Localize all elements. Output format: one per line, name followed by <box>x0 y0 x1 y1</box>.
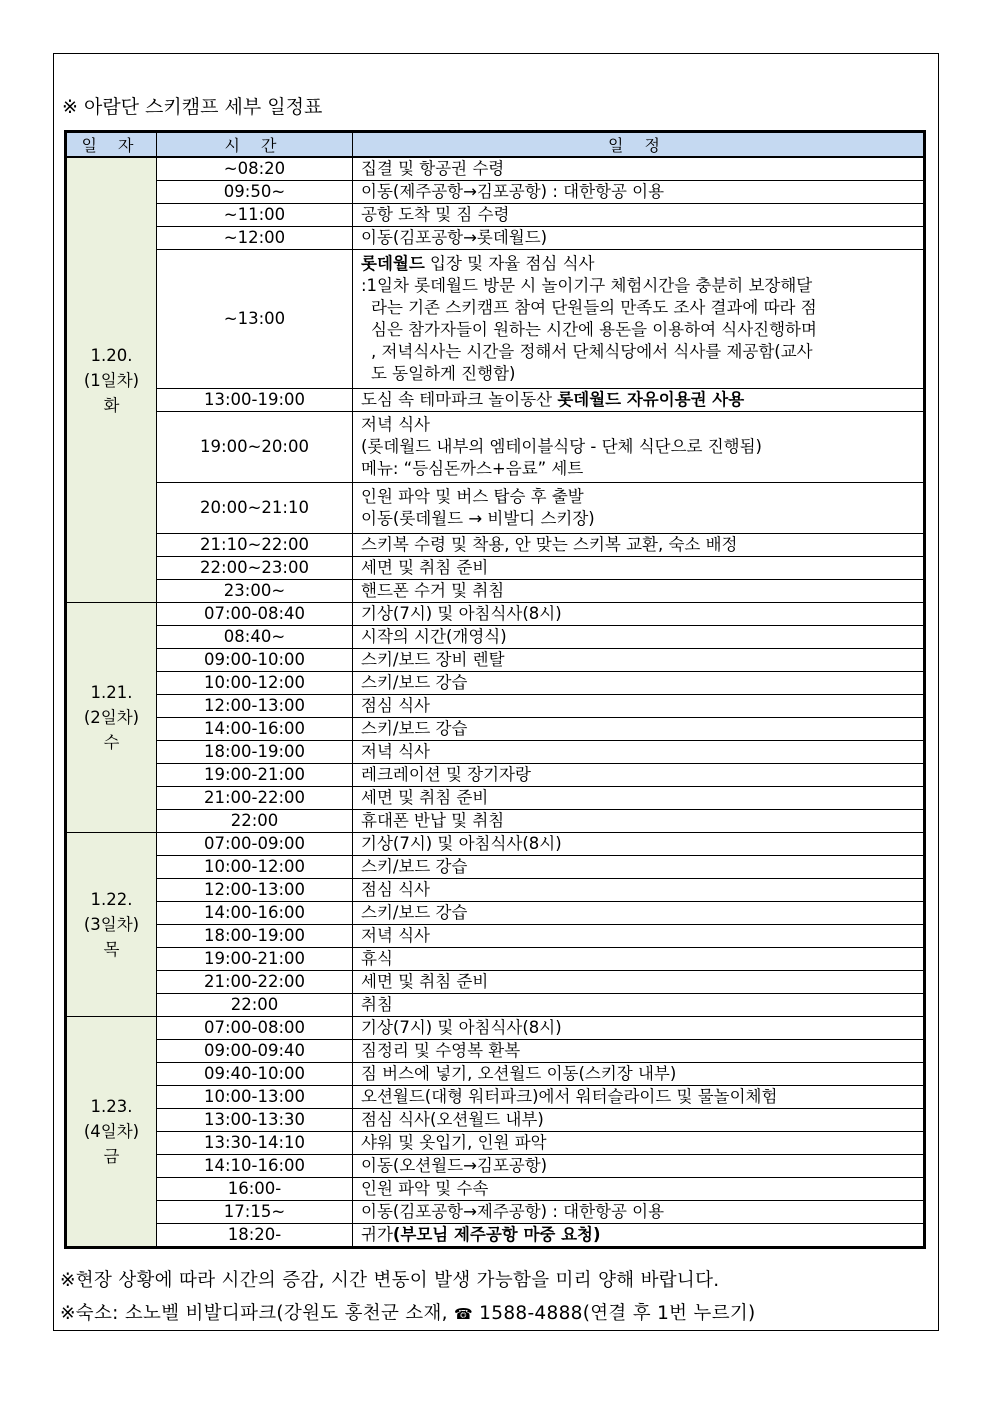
time-cell: 14:00-16:00 <box>157 718 353 741</box>
plan-cell: 저녁 식사 <box>353 925 925 948</box>
table-row <box>66 695 925 718</box>
table-row <box>66 412 925 483</box>
lodging-phone: 1588-4888(연결 후 1번 누르기) <box>473 1303 756 1324</box>
time-cell: 18:00-19:00 <box>157 925 353 948</box>
page-title: ※ 아람단 스키캠프 세부 일정표 <box>62 96 323 118</box>
plan-text: 입장 및 자율 점심 식사 <box>424 254 595 273</box>
time-cell: 14:10-16:00 <box>157 1155 353 1178</box>
time-cell: 10:00-13:00 <box>157 1086 353 1109</box>
plan-cell: 휴대폰 반납 및 취침 <box>353 810 925 833</box>
table-row <box>66 787 925 810</box>
time-cell: 22:00~23:00 <box>157 557 353 580</box>
plan-cell: 레크레이션 및 장기자랑 <box>353 764 925 787</box>
day-weekday: 목 <box>103 940 120 959</box>
table-row <box>66 250 925 389</box>
time-cell: 21:00-22:00 <box>157 787 353 810</box>
plan-cell: 인원 파악 및 수속 <box>353 1178 925 1201</box>
phone-icon: ☎ <box>454 1305 473 1323</box>
header-time: 시 간 <box>157 132 353 158</box>
footnote-schedule-change: ※현장 상황에 따라 시간의 증감, 시간 변동이 발생 가능함을 미리 양해 바랍니다. <box>60 1270 720 1291</box>
time-cell: 19:00-21:00 <box>157 764 353 787</box>
plan-cell: 이동(김포공항→롯데월드) <box>353 227 925 250</box>
time-cell: 10:00-12:00 <box>157 672 353 695</box>
time-cell: 14:00-16:00 <box>157 902 353 925</box>
plan-cell: 점심 식사(오션월드 내부) <box>353 1109 925 1132</box>
table-row <box>66 1063 925 1086</box>
plan-cell: 취침 <box>353 994 925 1017</box>
plan-cell: 점심 식사 <box>353 695 925 718</box>
table-row <box>66 649 925 672</box>
time-cell: 20:00~21:10 <box>157 483 353 534</box>
time-cell: 07:00-08:00 <box>157 1017 353 1040</box>
time-cell: 17:15~ <box>157 1201 353 1224</box>
plan-line: 저녁 식사 <box>361 415 431 434</box>
time-cell: ~08:20 <box>157 157 353 181</box>
plan-cell: 기상(7시) 및 아침식사(8시) <box>353 603 925 626</box>
table-row <box>66 902 925 925</box>
plan-note-line: 라는 기존 스키캠프 참여 단원들의 만족도 조사 결과에 따라 점 <box>371 298 817 317</box>
table-row <box>66 389 925 412</box>
table-row <box>66 971 925 994</box>
plan-cell <box>353 1224 925 1248</box>
plan-note-line: 도 동일하게 진행함) <box>371 364 516 383</box>
plan-text: 귀가 <box>361 1225 393 1244</box>
day-number: (3일차) <box>83 915 140 934</box>
table-row <box>66 626 925 649</box>
table-row <box>66 227 925 250</box>
plan-note-line: :1일차 롯데월드 방문 시 놀이기구 체험시간을 충분히 보장해달 <box>361 276 813 295</box>
table-row <box>66 1178 925 1201</box>
plan-cell: 세면 및 취침 준비 <box>353 557 925 580</box>
table-row <box>66 204 925 227</box>
header-day: 일 자 <box>66 132 157 158</box>
time-cell: 13:30-14:10 <box>157 1132 353 1155</box>
time-cell: 19:00-21:00 <box>157 948 353 971</box>
table-row <box>66 1132 925 1155</box>
lodging-text: ※숙소: 소노벨 비발디파크(강원도 홍천군 소재, <box>60 1303 455 1324</box>
table-row <box>66 157 925 181</box>
plan-cell: 기상(7시) 및 아침식사(8시) <box>353 833 925 856</box>
table-row <box>66 1224 925 1248</box>
plan-cell <box>353 412 925 483</box>
table-row <box>66 879 925 902</box>
day-date: 1.23. <box>90 1097 133 1116</box>
plan-line: 메뉴: “등심돈까스+음료” 세트 <box>361 459 584 478</box>
table-row <box>66 810 925 833</box>
plan-cell: 기상(7시) 및 아침식사(8시) <box>353 1017 925 1040</box>
day-date: 1.21. <box>90 683 133 702</box>
plan-line: (롯데월드 내부의 엠테이블식당 - 단체 식단으로 진행됨) <box>361 437 762 456</box>
table-row <box>66 1201 925 1224</box>
table-row <box>66 580 925 603</box>
time-cell: 13:00-19:00 <box>157 389 353 412</box>
time-cell: 09:00-09:40 <box>157 1040 353 1063</box>
plan-line: 인원 파악 및 버스 탑승 후 출발 <box>361 487 584 506</box>
plan-cell: 스키/보드 강습 <box>353 672 925 695</box>
table-row <box>66 948 925 971</box>
day-number: (2일차) <box>83 708 140 727</box>
table-row <box>66 718 925 741</box>
plan-cell: 핸드폰 수거 및 취침 <box>353 580 925 603</box>
table-row <box>66 1155 925 1178</box>
schedule-table <box>64 130 926 1249</box>
plan-cell <box>353 250 925 389</box>
time-cell: 12:00-13:00 <box>157 695 353 718</box>
table-row <box>66 856 925 879</box>
plan-text: 도심 속 테마파크 놀이동산 <box>361 390 558 409</box>
day-cell-4 <box>66 1017 157 1248</box>
day-weekday: 수 <box>103 733 120 752</box>
time-cell: 18:00-19:00 <box>157 741 353 764</box>
day-cell-3 <box>66 833 157 1017</box>
table-row <box>66 764 925 787</box>
time-cell: 19:00~20:00 <box>157 412 353 483</box>
plan-cell: 샤워 및 옷입기, 인원 파악 <box>353 1132 925 1155</box>
plan-note-line: , 저녁식사는 시간을 정해서 단체식당에서 식사를 제공함(교사 <box>371 342 813 361</box>
time-cell: 07:00-08:40 <box>157 603 353 626</box>
table-row <box>66 1040 925 1063</box>
plan-note-line: 심은 참가자들이 원하는 시간에 용돈을 이용하여 식사진행하며 <box>371 320 817 339</box>
day-weekday: 화 <box>103 395 120 415</box>
table-row <box>66 833 925 856</box>
plan-bold: 롯데월드 자유이용권 사용 <box>557 390 745 409</box>
header-plan: 일 정 <box>353 132 925 158</box>
day-cell-2 <box>66 603 157 833</box>
table-row <box>66 603 925 626</box>
time-cell: 08:40~ <box>157 626 353 649</box>
plan-cell: 스키/보드 강습 <box>353 856 925 879</box>
time-cell: 23:00~ <box>157 580 353 603</box>
day-date: 1.20. <box>90 345 133 365</box>
plan-cell: 짐 버스에 넣기, 오션월드 이동(스키장 내부) <box>353 1063 925 1086</box>
time-cell: 22:00 <box>157 994 353 1017</box>
table-row <box>66 483 925 534</box>
time-cell: 22:00 <box>157 810 353 833</box>
time-cell: 21:10~22:00 <box>157 534 353 557</box>
plan-line: 이동(롯데월드 → 비발디 스키장) <box>361 509 595 528</box>
plan-cell: 이동(김포공항→제주공항) : 대한항공 이용 <box>353 1201 925 1224</box>
time-cell: 16:00- <box>157 1178 353 1201</box>
time-cell: 10:00-12:00 <box>157 856 353 879</box>
plan-bold: (부모님 제주공항 마중 요청) <box>392 1225 601 1244</box>
plan-cell: 이동(제주공항→김포공항) : 대한항공 이용 <box>353 181 925 204</box>
plan-cell: 오션월드(대형 워터파크)에서 워터슬라이드 및 물놀이체험 <box>353 1086 925 1109</box>
plan-cell: 스키/보드 강습 <box>353 902 925 925</box>
table-row <box>66 181 925 204</box>
plan-cell: 이동(오션월드→김포공항) <box>353 1155 925 1178</box>
day-cell-1 <box>66 157 157 603</box>
plan-cell: 세면 및 취침 준비 <box>353 787 925 810</box>
table-row <box>66 534 925 557</box>
table-row <box>66 672 925 695</box>
time-cell: 09:50~ <box>157 181 353 204</box>
day-number: (1일차) <box>83 370 140 390</box>
day-number: (4일차) <box>83 1122 140 1141</box>
time-cell: 09:00-10:00 <box>157 649 353 672</box>
time-cell: 09:40-10:00 <box>157 1063 353 1086</box>
table-row <box>66 925 925 948</box>
plan-cell: 세면 및 취침 준비 <box>353 971 925 994</box>
plan-cell: 스키/보드 장비 렌탈 <box>353 649 925 672</box>
time-cell: 07:00-09:00 <box>157 833 353 856</box>
time-cell: 13:00-13:30 <box>157 1109 353 1132</box>
time-cell: ~11:00 <box>157 204 353 227</box>
table-row <box>66 1017 925 1040</box>
day-weekday: 금 <box>103 1147 120 1166</box>
table-row <box>66 741 925 764</box>
table-row <box>66 1086 925 1109</box>
plan-bold: 롯데월드 <box>361 254 425 273</box>
plan-cell <box>353 483 925 534</box>
plan-cell: 공항 도착 및 짐 수령 <box>353 204 925 227</box>
time-cell: 12:00-13:00 <box>157 879 353 902</box>
plan-cell: 스키/보드 강습 <box>353 718 925 741</box>
table-row <box>66 557 925 580</box>
table-row <box>66 1109 925 1132</box>
time-cell: 21:00-22:00 <box>157 971 353 994</box>
time-cell: 18:20- <box>157 1224 353 1248</box>
plan-cell: 집결 및 항공권 수령 <box>353 157 925 181</box>
table-row <box>66 994 925 1017</box>
plan-cell: 시작의 시간(개영식) <box>353 626 925 649</box>
plan-cell <box>353 389 925 412</box>
day-date: 1.22. <box>90 890 133 909</box>
header-row <box>66 132 925 158</box>
time-cell: ~12:00 <box>157 227 353 250</box>
plan-cell: 휴식 <box>353 948 925 971</box>
footnote-lodging <box>60 1299 756 1325</box>
plan-cell: 스키복 수령 및 착용, 안 맞는 스키복 교환, 숙소 배정 <box>353 534 925 557</box>
plan-cell: 점심 식사 <box>353 879 925 902</box>
plan-cell: 저녁 식사 <box>353 741 925 764</box>
time-cell: ~13:00 <box>157 250 353 389</box>
plan-cell: 짐정리 및 수영복 환복 <box>353 1040 925 1063</box>
